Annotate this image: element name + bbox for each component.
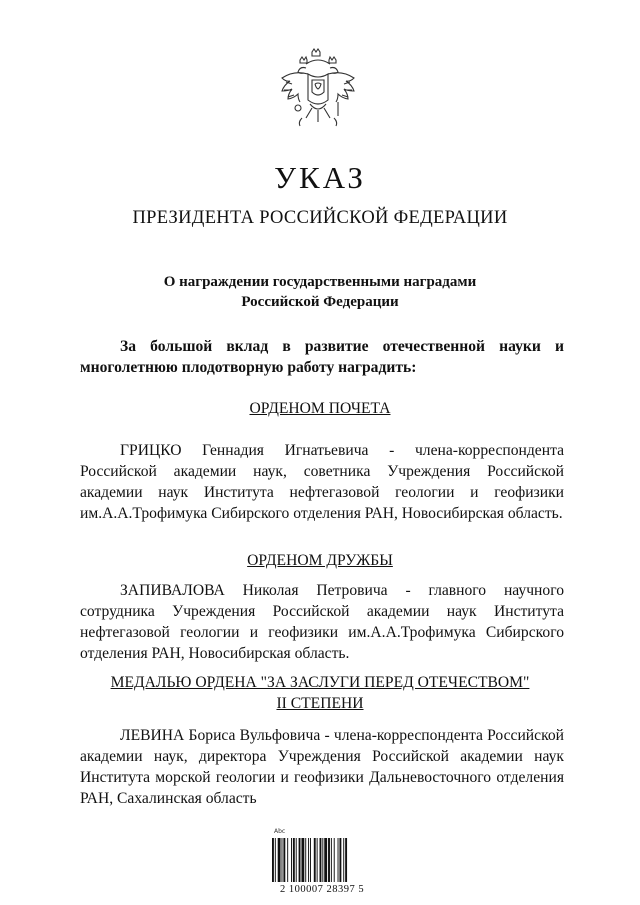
barcode-bar: [334, 838, 335, 882]
award-recipient-gritsko: ГРИЦКО Геннадия Игнатьевича - члена-корреспондента Российской академии наук, советника Учреждения Российской академии наук Института нефтегазовой геологии и геофизики им.А.А.Трофимука Сибирского отделения РАН, Новосибирская область.: [80, 442, 564, 522]
barcode-bar: [308, 838, 309, 882]
document-title: УКАЗ: [274, 160, 366, 195]
preamble: За большой вклад в развитие отечественной науки и многолетнюю плодотворную работу наградить:: [80, 338, 564, 376]
barcode-bar: [282, 838, 283, 882]
award-heading-merit-medal-line-2: II СТЕПЕНИ: [276, 695, 364, 712]
barcode-bar: [275, 838, 276, 882]
barcode-bar: [287, 838, 288, 882]
award-recipient-levin: ЛЕВИНА Бориса Вульфовича - члена-корреспондента Российской академии наук, директора Учреждения Российской академии наук Института морской геологии и геофизики Дальневосточного отделения РАН, Сахалинская область: [80, 727, 564, 807]
barcode-bar: [293, 838, 295, 882]
barcode-bar: [272, 838, 274, 882]
barcode-bar: [324, 838, 327, 882]
award-recipient-zapivalov: ЗАПИВАЛОВА Николая Петровича - главного научного сотрудника Учреждения Российской академии наук Института нефтегазовой геологии и геофизики им.А.А.Трофимука Сибирского отделения РАН, Новосибирская область.: [80, 582, 564, 662]
barcode-bar: [317, 838, 318, 882]
award-heading-merit-medal: [76, 672, 564, 714]
barcode-bar: [299, 838, 301, 882]
barcode-bar: [291, 838, 292, 882]
barcode-bar: [345, 838, 347, 882]
award-heading-merit-medal-line-1: МЕДАЛЬЮ ОРДЕНА "ЗА ЗАСЛУГИ ПЕРЕД ОТЕЧЕСТВОМ": [110, 674, 530, 691]
decree-subject-line-2: Российской Федерации: [241, 294, 399, 310]
coat-of-arms-icon: [276, 48, 360, 140]
barcode-bar: [322, 838, 323, 882]
barcode-bar: [328, 838, 330, 882]
barcode-bar: [305, 838, 306, 882]
barcode-bar: [320, 838, 322, 882]
barcode-mark: Abc: [274, 828, 286, 835]
decree-subject-line-1: О награждении государственными наградами: [163, 274, 477, 290]
barcode-bar: [343, 838, 344, 882]
award-heading-order-of-friendship: ОРДЕНОМ ДРУЖБЫ: [247, 552, 393, 569]
barcode-bar: [339, 838, 341, 882]
barcode-block: [266, 828, 378, 898]
barcode-bar: [338, 838, 339, 882]
document-subtitle: ПРЕЗИДЕНТА РОССИЙСКОЙ ФЕДЕРАЦИИ: [132, 208, 508, 228]
barcode-bar: [331, 838, 332, 882]
barcode-bar: [278, 838, 281, 882]
barcode-bar: [310, 838, 311, 882]
barcode-number: 2 100007 28397 5: [279, 884, 365, 895]
barcode-bar: [301, 838, 304, 882]
decree-subject: [0, 272, 640, 312]
barcode-bar: [314, 838, 316, 882]
barcode-bar: [296, 838, 297, 882]
award-heading-order-of-honour: ОРДЕНОМ ПОЧЕТА: [249, 400, 391, 417]
barcode-icon: [272, 838, 372, 882]
barcode-bar: [283, 838, 285, 882]
